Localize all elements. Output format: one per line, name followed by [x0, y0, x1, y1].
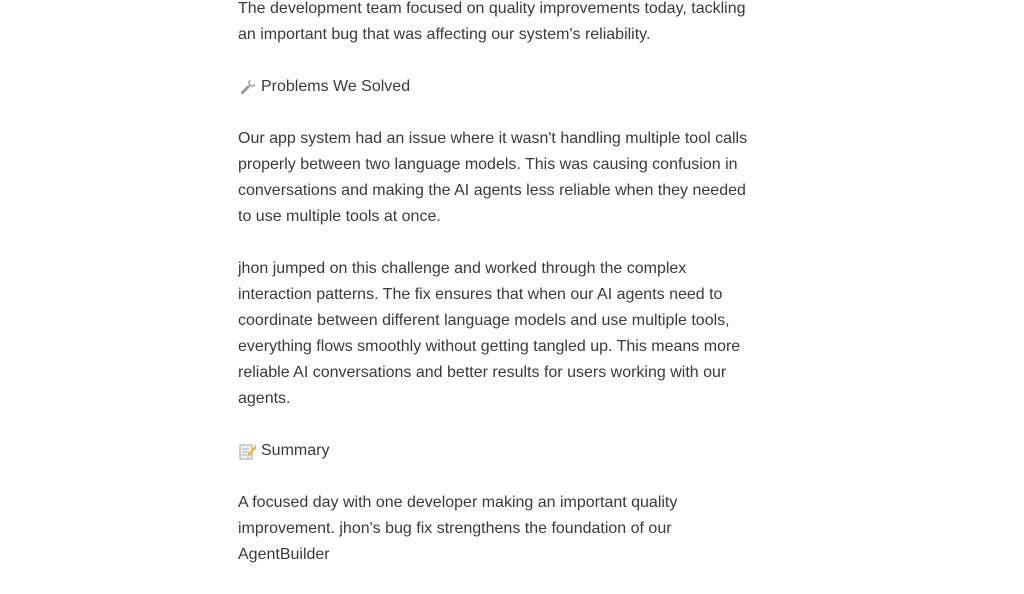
problems-paragraph-2: jhon jumped on this challenge and worked through the complex interaction patterns. The fix ensures that when our AI agents need to coordinate between different language models and use multiple tools, everything flows smoothly without getting tangled up. This means more reliable AI conversations and better results for users working with our agents. — [238, 260, 741, 407]
problems-paragraph-1: Our app system had an issue where it wasn't handling multiple tool calls properly between two language models. This was causing confusion in conversations and making the AI agents less reliable when they needed to use multiple tools at once. — [238, 130, 748, 225]
article-body — [238, 0, 753, 594]
summary-heading — [238, 438, 753, 464]
intro-paragraph: The development team focused on quality improvements today, tackling an important bug that was affecting our system's reliability. — [238, 0, 746, 43]
wrench-icon — [238, 79, 256, 97]
summary-heading-text: Summary — [261, 442, 330, 459]
problems-heading — [238, 74, 753, 100]
memo-icon — [238, 443, 256, 461]
problems-heading-text: Problems We Solved — [261, 78, 411, 95]
summary-paragraph: A focused day with one developer making an important quality improvement. jhon's bug fix strengthens the foundation of our AgentBuilder — [238, 494, 678, 563]
